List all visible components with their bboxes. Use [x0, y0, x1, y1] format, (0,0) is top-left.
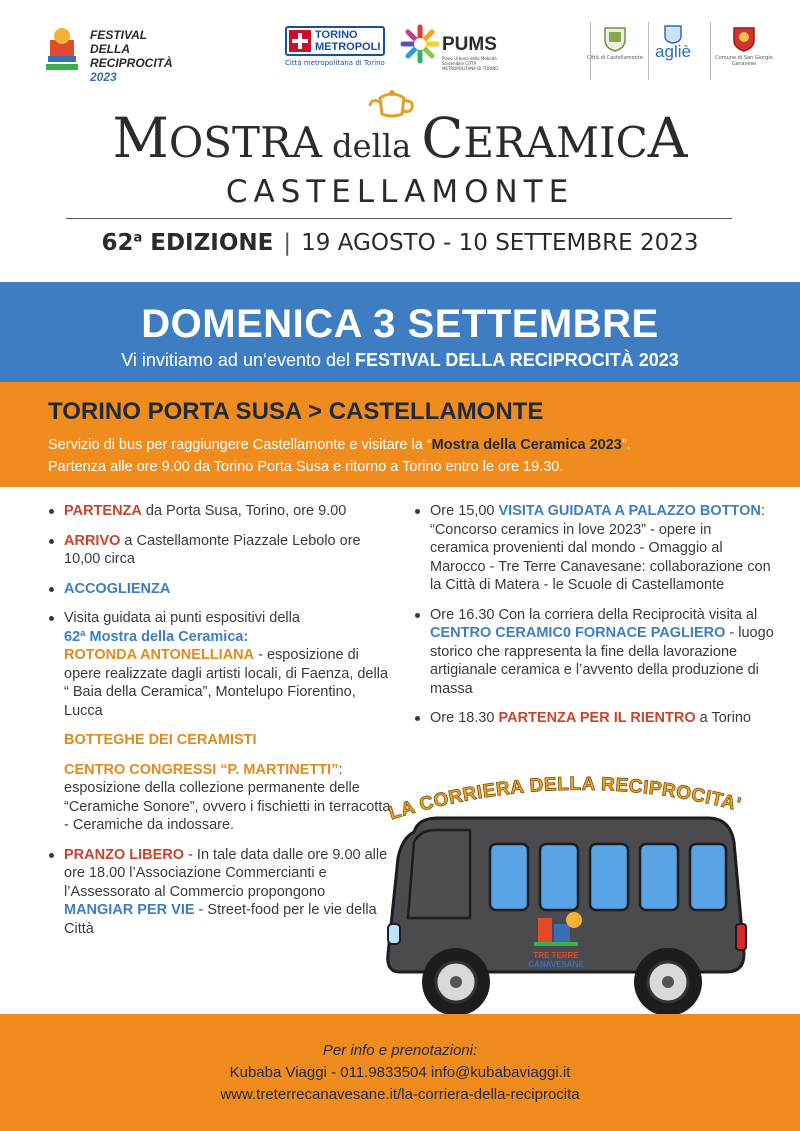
torino-metropoli-logo [285, 26, 395, 72]
torino-line1: TORINO [315, 29, 358, 41]
torino-box [285, 26, 385, 56]
tre-terre-line2: CANAVESANE [528, 960, 584, 969]
bus-window [590, 844, 628, 910]
arrivo-highlight: ARRIVO [64, 532, 121, 549]
bus-headlight [388, 924, 400, 944]
botteghe-highlight: BOTTEGHE DEI CERAMISTI [64, 732, 257, 748]
bus-taillight [736, 924, 746, 950]
route-title: TORINO PORTA SUSA > CASTELLAMONTE [48, 398, 544, 425]
rotonda-highlight: ROTONDA ANTONELLIANA [64, 647, 255, 663]
bus-window [490, 844, 528, 910]
ore15-time: Ore 15,00 [430, 503, 499, 519]
ore1830-text: a Torino [695, 710, 751, 726]
festival-year: 2023 [90, 70, 117, 84]
bus-banner-textpath: LA CORRIERA DELLA RECIPROCITA' [386, 773, 744, 825]
footer-website: www.treterrecanavesane.it/la-corriera-della-reciprocita [220, 1086, 580, 1103]
date-banner [0, 282, 800, 382]
torino-name [315, 29, 380, 53]
pums-name: PUMS [442, 34, 497, 55]
edition-line [0, 230, 800, 256]
ore15-highlight: VISITA GUIDATA A PALAZZO BOTTON [498, 503, 761, 519]
ore1630-time: Ore 16.30 Con la corriera della Reciprocità visita al [430, 606, 758, 623]
bus-window [640, 844, 678, 910]
edition-superscript: a [133, 230, 143, 246]
mostra-highlight: 62ª Mostra della Ceramica: [64, 628, 249, 645]
invite-prefix: Vi invitiamo ad un‘evento del [121, 350, 356, 370]
title-rule [66, 218, 732, 219]
accoglienza-highlight: ACCOGLIENZA [64, 580, 171, 597]
pums-wheel-icon [400, 24, 440, 64]
bus-illustration [378, 768, 756, 1026]
title-eramic: ERAMIC [463, 118, 648, 167]
edition-dates: 19 AGOSTO - 10 SETTEMBRE 2023 [301, 230, 699, 256]
tre-terre-line1: TRE TERRE [533, 951, 579, 960]
aglie-crest-icon [661, 24, 685, 44]
centro-congressi-text: : esposizione della collezione permanente delle “Ceramiche Sonore”, ovvero i fischietti in terracotta - Ceramiche da indossare. [64, 761, 391, 833]
logo-strip [0, 22, 800, 82]
title-initial-c: C [421, 106, 464, 170]
bus-windows [490, 844, 726, 910]
pums-subtitle: Piano Urbano della Mobilità Sostenibile CITTÀ METROPOLITANA DI TORINO [442, 56, 499, 71]
list-item-ore-15 [414, 502, 774, 595]
aglie-crest [643, 24, 703, 62]
festival-line2: RECIPROCITÀ [90, 56, 173, 70]
bus-window [540, 844, 578, 910]
title-della: della [322, 127, 422, 165]
ore1630-highlight: CENTRO CERAMIC0 FORNACE PAGLIERO [430, 625, 726, 641]
ore1830-highlight: PARTENZA PER IL RIENTRO [498, 710, 696, 726]
aglie-label: agliè [655, 42, 691, 61]
edition-separator: | [283, 230, 292, 256]
program-right-column [414, 502, 774, 739]
footer-contact: Kubaba Viaggi - 011.9833504 info@kubabaviaggi.it [229, 1064, 571, 1081]
route-desc-mostra: Mostra della Ceramica 2023 [431, 437, 622, 453]
festival-reciprocita-logo [44, 26, 184, 84]
list-item-accoglienza [48, 580, 393, 599]
arrivo-text: a Castellamonte Piazzale Lebolo ore 10,00 circa [64, 532, 361, 567]
invite-festival: FESTIVAL DELLA RECIPROCITÀ 2023 [355, 350, 679, 370]
partenza-highlight: PARTENZA [64, 503, 142, 519]
title-ostra: OSTRA [168, 118, 322, 167]
route-desc-prefix: Servizio di bus per raggiungere Castellamonte e visitare la “ [48, 437, 432, 453]
edition-number: 62 [101, 230, 134, 256]
footer-heading: Per info e prenotazioni: [322, 1042, 478, 1059]
torino-line2: METROPOLI [315, 41, 381, 53]
exhibition-title [0, 106, 800, 170]
sangiorgio-label: Comune di San Giorgio Canavese [715, 55, 773, 67]
title-initial-m: M [112, 106, 169, 170]
torino-flag-icon [289, 30, 311, 52]
bus-window [690, 844, 726, 910]
edition-word: EDIZIONE [142, 230, 274, 256]
sangiorgio-crest [712, 24, 776, 67]
mascot-icon [44, 26, 80, 72]
pranzo-highlight: PRANZO LIBERO [64, 846, 185, 863]
mangiar-highlight: MANGIAR PER VIE [64, 902, 195, 918]
route-desc-departure: Partenza alle ore 9.00 da Torino Porta Susa e ritorno a Torino entro le ore 19.30. [48, 459, 564, 475]
mangiar-text: - Street-food per le vie della Città [64, 902, 377, 937]
list-item-ore-1830 [414, 709, 774, 728]
route-banner [0, 382, 800, 487]
castellamonte-crest-icon [603, 24, 627, 52]
visita-text: Visita guidata ai punti espositivi della [64, 610, 300, 626]
centro-congressi-highlight: CENTRO CONGRESSI “P. MARTINETTI” [64, 761, 339, 778]
list-item-arrivo [48, 532, 393, 569]
program-left-column [48, 502, 393, 949]
invite-line [0, 350, 800, 371]
bus-front [408, 830, 470, 918]
ore15-text: : “Concorso ceramics in love 2023” - opere in ceramica provenienti dal mondo - Omaggio al Marocco - Tre Terre Canavesane: collaborazione con la Città di Matera - le Scuole di Castellamonte [430, 503, 771, 593]
list-item-ore-1630 [414, 606, 774, 699]
bus-wheel [634, 948, 702, 1016]
pums-logo [400, 24, 510, 74]
event-date: DOMENICA 3 SETTEMBRE [141, 302, 659, 346]
festival-text [90, 28, 184, 84]
bus-wheel [422, 948, 490, 1016]
city-title: CASTELLAMONTE [225, 174, 575, 210]
festival-line1: FESTIVAL DELLA [90, 28, 147, 56]
list-item-visita [48, 609, 393, 835]
logo-divider [710, 22, 711, 80]
route-description [48, 434, 778, 478]
footer-info [0, 1014, 800, 1131]
list-item-partenza [48, 502, 393, 521]
castellamonte-crest [585, 24, 645, 61]
title-final-a: A [647, 106, 688, 170]
route-desc-suffix: ”. [621, 437, 631, 453]
rotonda-text: - esposizione di opere realizzate dagli artisti locali, di Faenza, della “ Baia della Ceramica”, Montelupo Fiorentino, Lucca [64, 647, 389, 719]
ore1830-time: Ore 18.30 [430, 710, 499, 726]
list-item-pranzo [48, 846, 393, 939]
castellamonte-label: Città di Castellamonte [587, 55, 643, 61]
pranzo-text: - In tale data dalle ore 9.00 alle ore 18.00 l’Associazione Commercianti e l’Assessorato al Commercio propongono [64, 846, 388, 900]
sangiorgio-crest-icon [732, 24, 756, 52]
ore1630-text: - luogo storico che rappresenta la fine della lavorazione artigianale ceramica e l’avvento della produzione di massa [430, 625, 774, 697]
torino-subtitle: Città metropolitana di Torino [285, 59, 385, 67]
partenza-text: da Porta Susa, Torino, ore 9.00 [141, 503, 347, 519]
